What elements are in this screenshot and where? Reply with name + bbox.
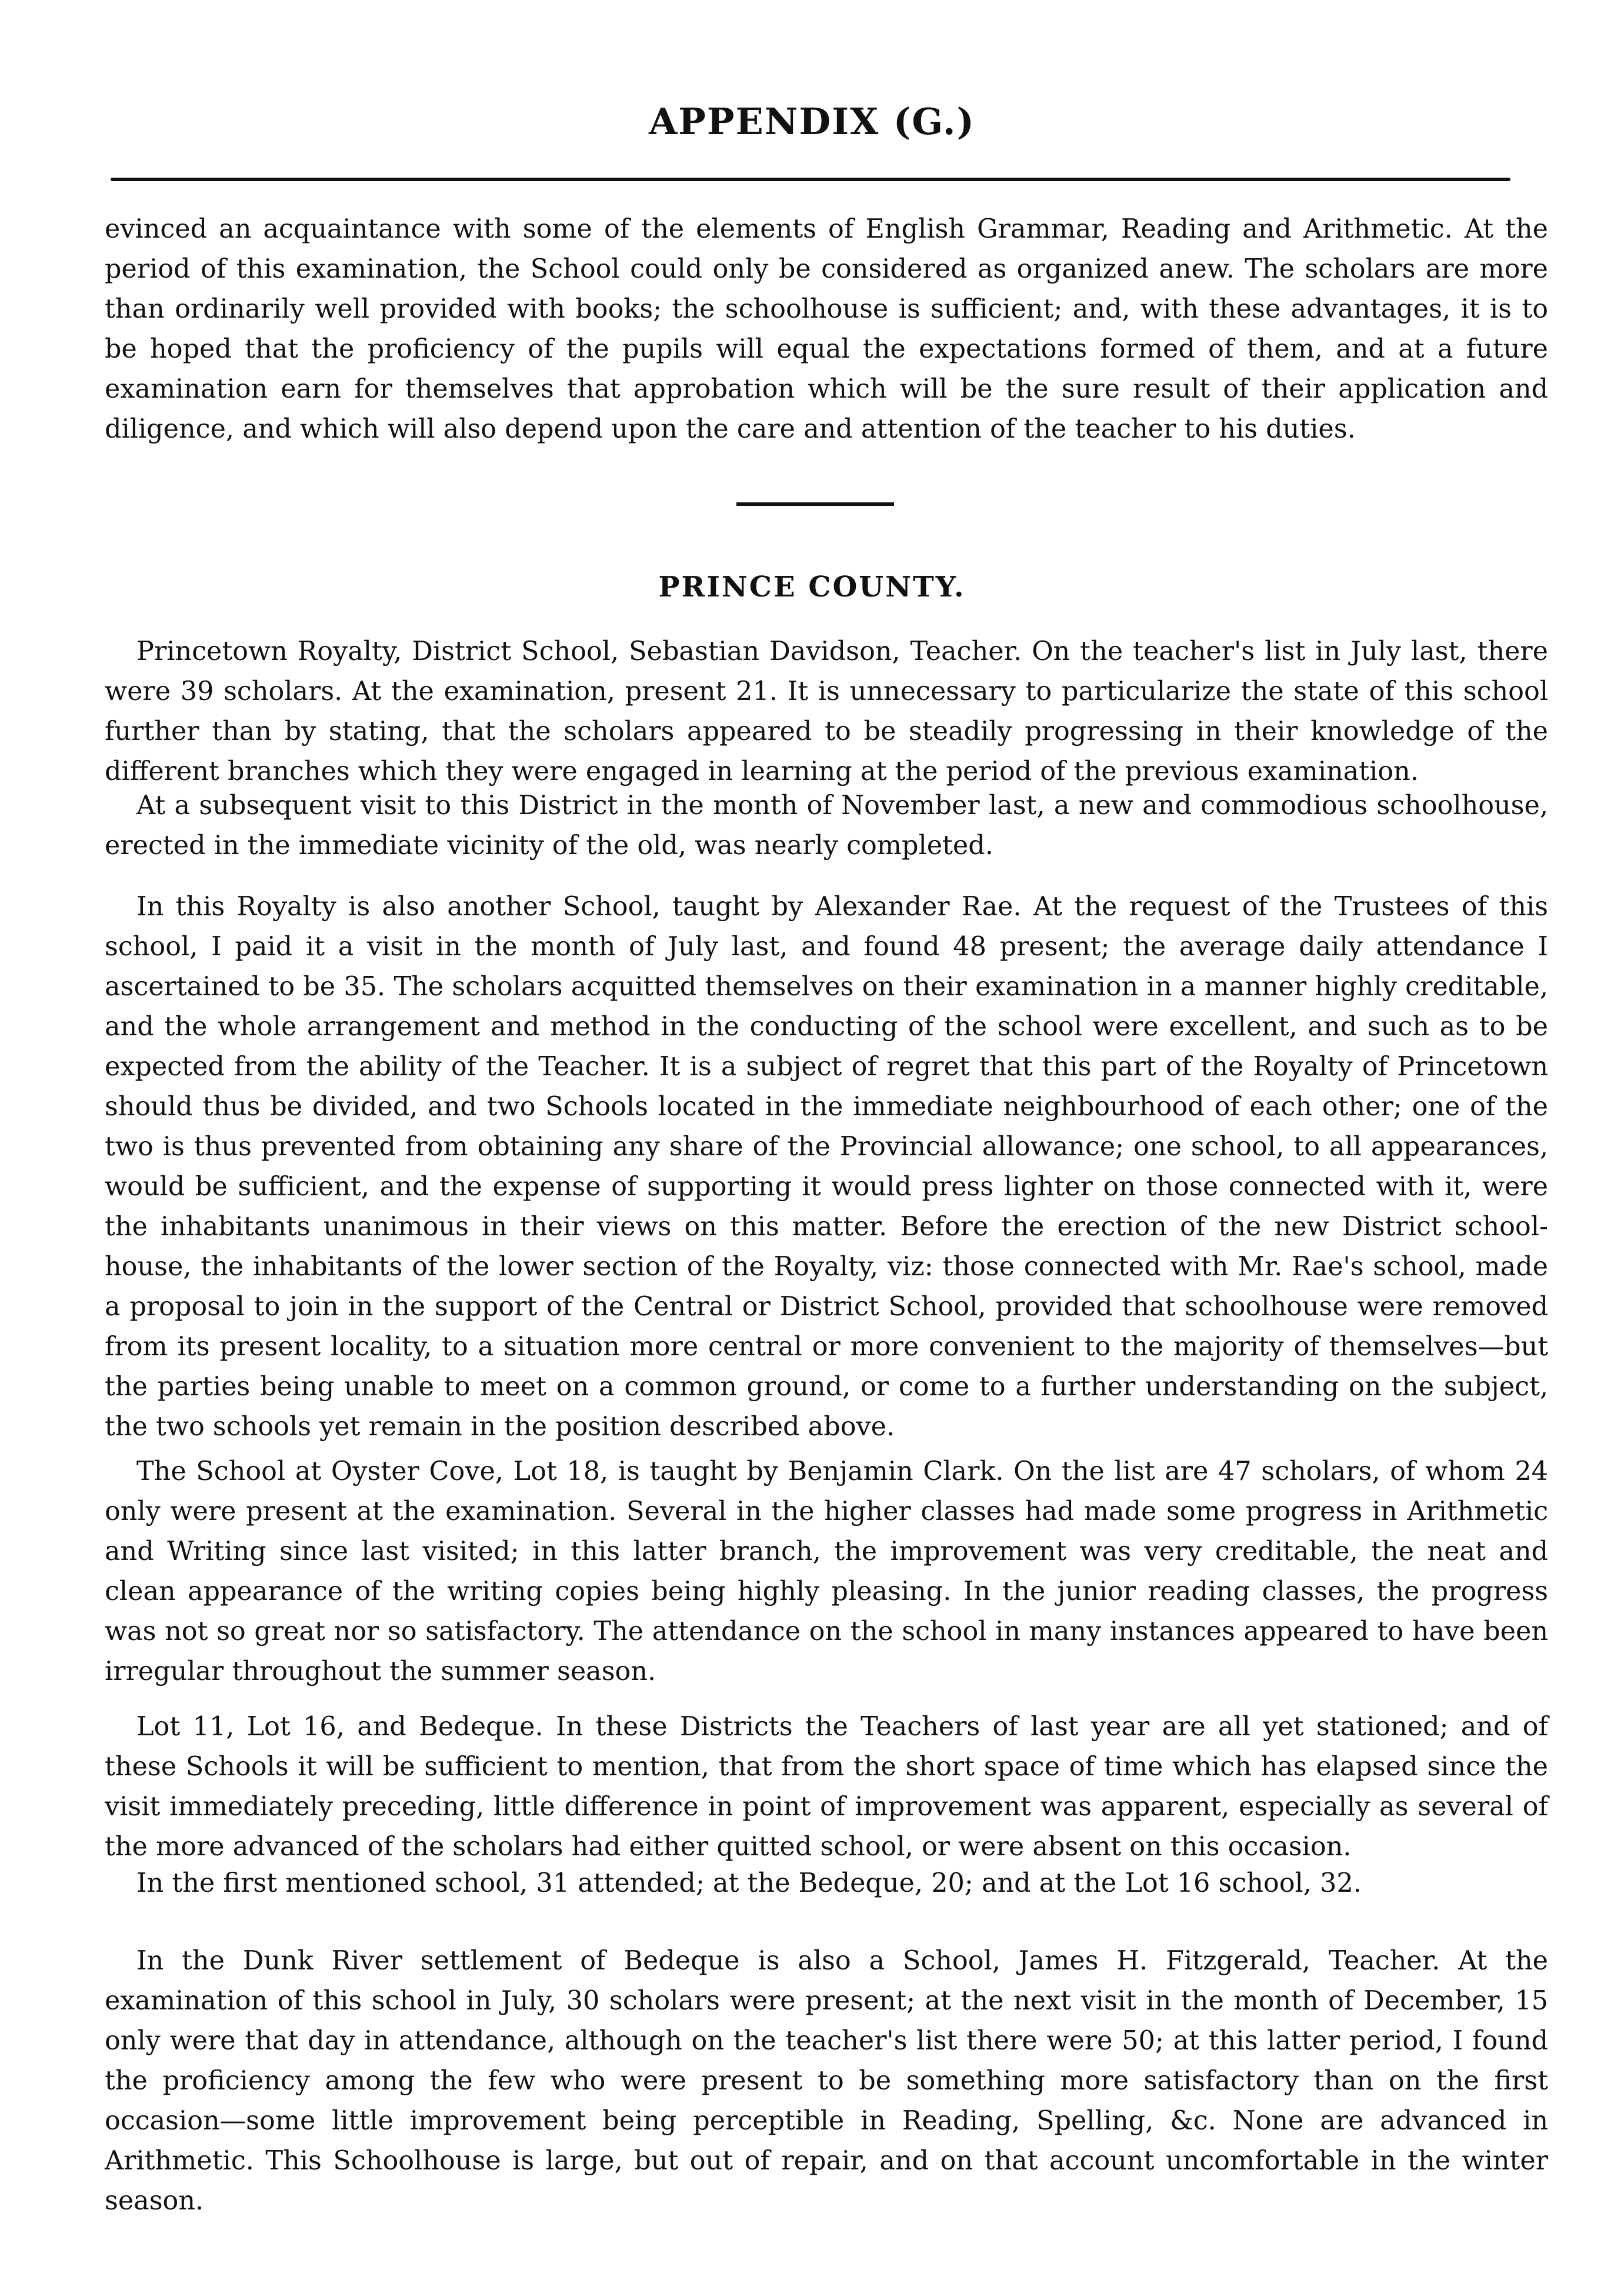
paragraph-princetown-district-school: Princetown Royalty, District School, Sebastian Davidson, Teacher. On the teacher's list in July last, there were 39 scholars. At the examination, present 21. It is unnecessary to particularize the state of this school further than by stating, that the scholars appeared to be steadily progressing in their knowledge of the different branches which they were engaged in learning at the period of the previous examination. (105, 636, 1548, 786)
paragraph-oyster-cove-school: The School at Oyster Cove, Lot 18, is taught by Benjamin Clark. On the list are 47 scholars, of whom 24 only were present at the examination. Several in the higher classes had made some progress in Arithmetic and Writing since last visited; in this latter branch, the improvement was very creditable, the neat and clean appearance of the writing copies being highly pleasing. In the junior reading classes, the progress was not so great nor so satisfactory. The attendance on the school in many instances appeared to have been irregular throughout the summer season. (105, 1456, 1548, 1686)
paragraph-attendance-counts: In the first mentioned school, 31 attended; at the Bedeque, 20; and at the Lot 16 school, 32. (136, 1868, 1362, 1898)
section-divider (736, 502, 894, 506)
header-rule (111, 178, 1510, 181)
page-header-title: APPENDIX (G.) (649, 100, 975, 143)
paragraph-dunk-river-school: In the Dunk River settlement of Bedeque is also a School, James H. Fitzgerald, Teacher. At the examination of this school in July, 30 scholars were present; at the next visit in the month of December, 15 only were that day in attendance, although on the teacher's list there were 50; at this latter period, I found the proficiency among the few who were present to be something more satisfactory than on the first occasion—some little improvement being perceptible in Reading, Spelling, &c. None are advanced in Arithmetic. This Schoolhouse is large, but out of repair, and on that account uncomfortable in the winter season. (105, 1946, 1548, 2216)
paragraph-rae-school: In this Royalty is also another School, taught by Alexander Rae. At the request of the Trustees of this school, I paid it a visit in the month of July last, and found 48 present; the average daily attendance I ascertained to be 35. The scholars acquitted themselves on their examination in a manner highly creditable, and the whole arrangement and method in the conducting of the school were excellent, and such as to be expected from the ability of the Teacher. It is a subject of regret that this part of the Royalty of Princetown should thus be divided, and two Schools located in the immediate neighbourhood of each other; one of the two is thus prevented from obtaining any share of the Provincial allowance; one school, to all appearances, would be sufficient, and the expense of supporting it would press lighter on those connected with it, were the inhabitants unanimous in their views on this matter. Before the erection of the new District school-house, the inhabitants of the lower section of the Royalty, viz: those connected with Mr. Rae's school, made a proposal to join in the support of the Central or District School, provided that schoolhouse were removed from its present locality, to a situation more central or more convenient to the majority of themselves—but the parties being unable to meet on a common ground, or come to a further understanding on the subject, the two schools yet remain in the position described above. (105, 892, 1548, 1442)
paragraph-lot-11-lot-16-bedeque: Lot 11, Lot 16, and Bedeque. In these Districts the Teachers of last year are all yet stationed; and of these Schools it will be sufficient to mention, that from the short space of time which has elapsed since the visit immediately preceding, little difference in point of improvement was apparent, especially as several of the more advanced of the scholars had either quitted school, or were absent on this occasion. (105, 1712, 1548, 1862)
continuation-paragraph: evinced an acquaintance with some of the elements of English Grammar, Reading and Arithmetic. At the period of this examination, the School could only be considered as organized anew. The scholars are more than ordinarily well provided with books; the schoolhouse is sufficient; and, with these advantages, it is to be hoped that the proficiency of the pupils will equal the expectations formed of them, and at a future examination earn for themselves that approbation which will be the sure result of their application and diligence, and which will also depend upon the care and attention of the teacher to his duties. (105, 214, 1548, 444)
paragraph-november-visit: At a subsequent visit to this District in the month of November last, a new and commodious schoolhouse, erected in the immediate vicinity of the old, was nearly completed. (105, 791, 1548, 861)
section-heading: PRINCE COUNTY. (658, 571, 966, 604)
